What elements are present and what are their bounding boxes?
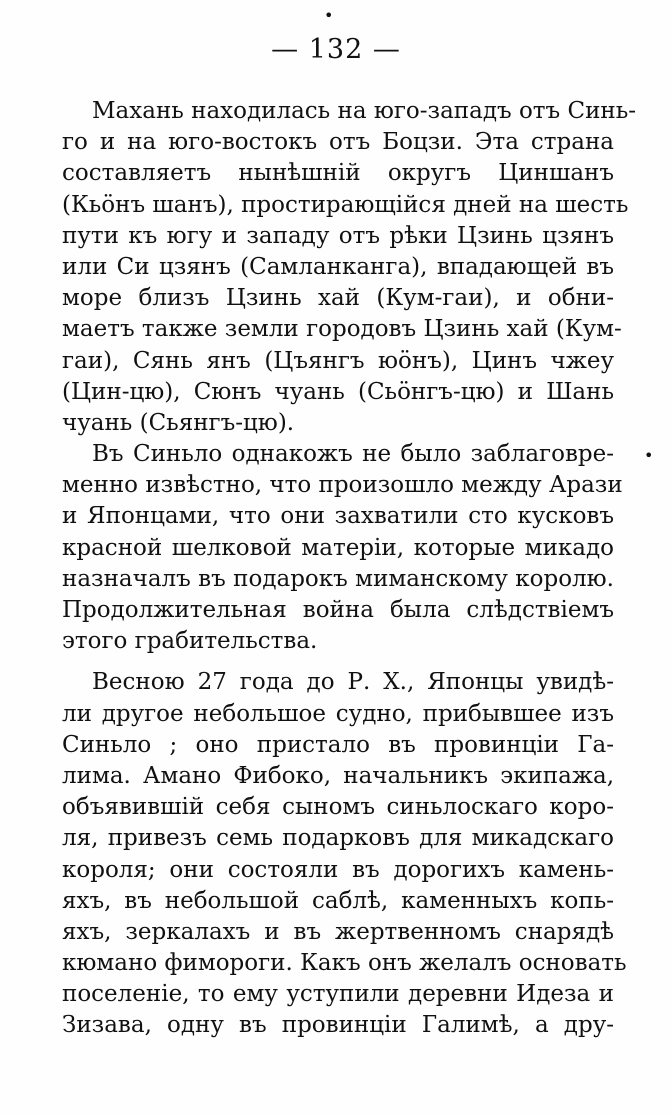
page-number: — 132 — — [271, 34, 401, 65]
text-line: Въ Синьло однакожъ не было заблаговре- — [92, 441, 614, 468]
text-line: менно извѣстно, что произошло между Арази — [62, 472, 623, 499]
text-line: красной шелковой матеріи, которые микадо — [62, 534, 614, 561]
text-line: ля, привезъ семь подарковъ для микадскаго — [62, 825, 614, 852]
text-line: объявившій себя сыномъ синьлоскаго коро- — [62, 794, 614, 821]
text-line: Махань находилась на юго-западъ отъ Синь- — [92, 98, 637, 124]
text-line: кюмано фимороги. Какъ онъ желалъ основать — [62, 950, 627, 977]
text-line: яхъ, въ небольшой саблѣ, каменныхъ копь- — [62, 887, 614, 914]
text-line: ли другое небольшое судно, прибывшее изъ — [62, 700, 614, 727]
text-line: Зизава, одну въ провинціи Галимѣ, а дру- — [62, 1012, 614, 1039]
text-line: (Кьöнъ шанъ), простирающійся дней на шесть — [62, 191, 629, 218]
text-line: Продолжительная война была слѣдствіемъ — [62, 597, 614, 623]
text-line: короля; они состояли въ дорогихъ камень- — [62, 856, 614, 883]
text-line: (Цин-цю), Сюнъ чуань (Сьöнгъ-цю) и Шань — [62, 378, 614, 405]
text-line: го и на юго-востокъ отъ Боцзи. Эта страна — [62, 129, 614, 156]
text-line: море близъ Цзинь хай (Кум-гаи), и обни- — [62, 285, 614, 312]
text-line: чуань (Сьянгъ-цю). — [62, 409, 295, 436]
text-line: поселеніе, то ему уступили деревни Идеза и — [62, 981, 614, 1008]
text-line: пути къ югу и западу отъ рѣки Цзинь цзянъ — [62, 222, 614, 249]
text-line: гаи), Сянь янъ (Цъянгъ юöнъ), Цинъ чжеу — [62, 347, 614, 374]
text-line: лима. Амано Фибоко, начальникъ экипажа, — [62, 762, 614, 789]
text-line: составляетъ нынѣшній округъ Циншанъ — [62, 160, 614, 187]
text-line: Синьло ; оно пристало въ провинціи Га- — [62, 731, 614, 758]
ink-dot: • — [324, 6, 334, 25]
text-line: и Японцами, что они захватили сто кусковъ — [62, 503, 614, 530]
ink-speck: • — [644, 446, 654, 465]
text-line: маетъ также земли городовъ Цзинь хай (Кум- — [62, 316, 622, 343]
text-line: Весною 27 года до Р. Х., Японцы увидѣ- — [92, 669, 614, 696]
body-text — [62, 96, 637, 1042]
text-line: этого грабительства. — [62, 628, 318, 655]
text-line: назначалъ въ подарокъ миманскому королю. — [62, 565, 614, 592]
text-line: яхъ, зеркалахъ и въ жертвенномъ снарядѣ — [62, 918, 614, 945]
text-line: или Си цзянъ (Самланканга), впадающей въ — [62, 253, 614, 280]
